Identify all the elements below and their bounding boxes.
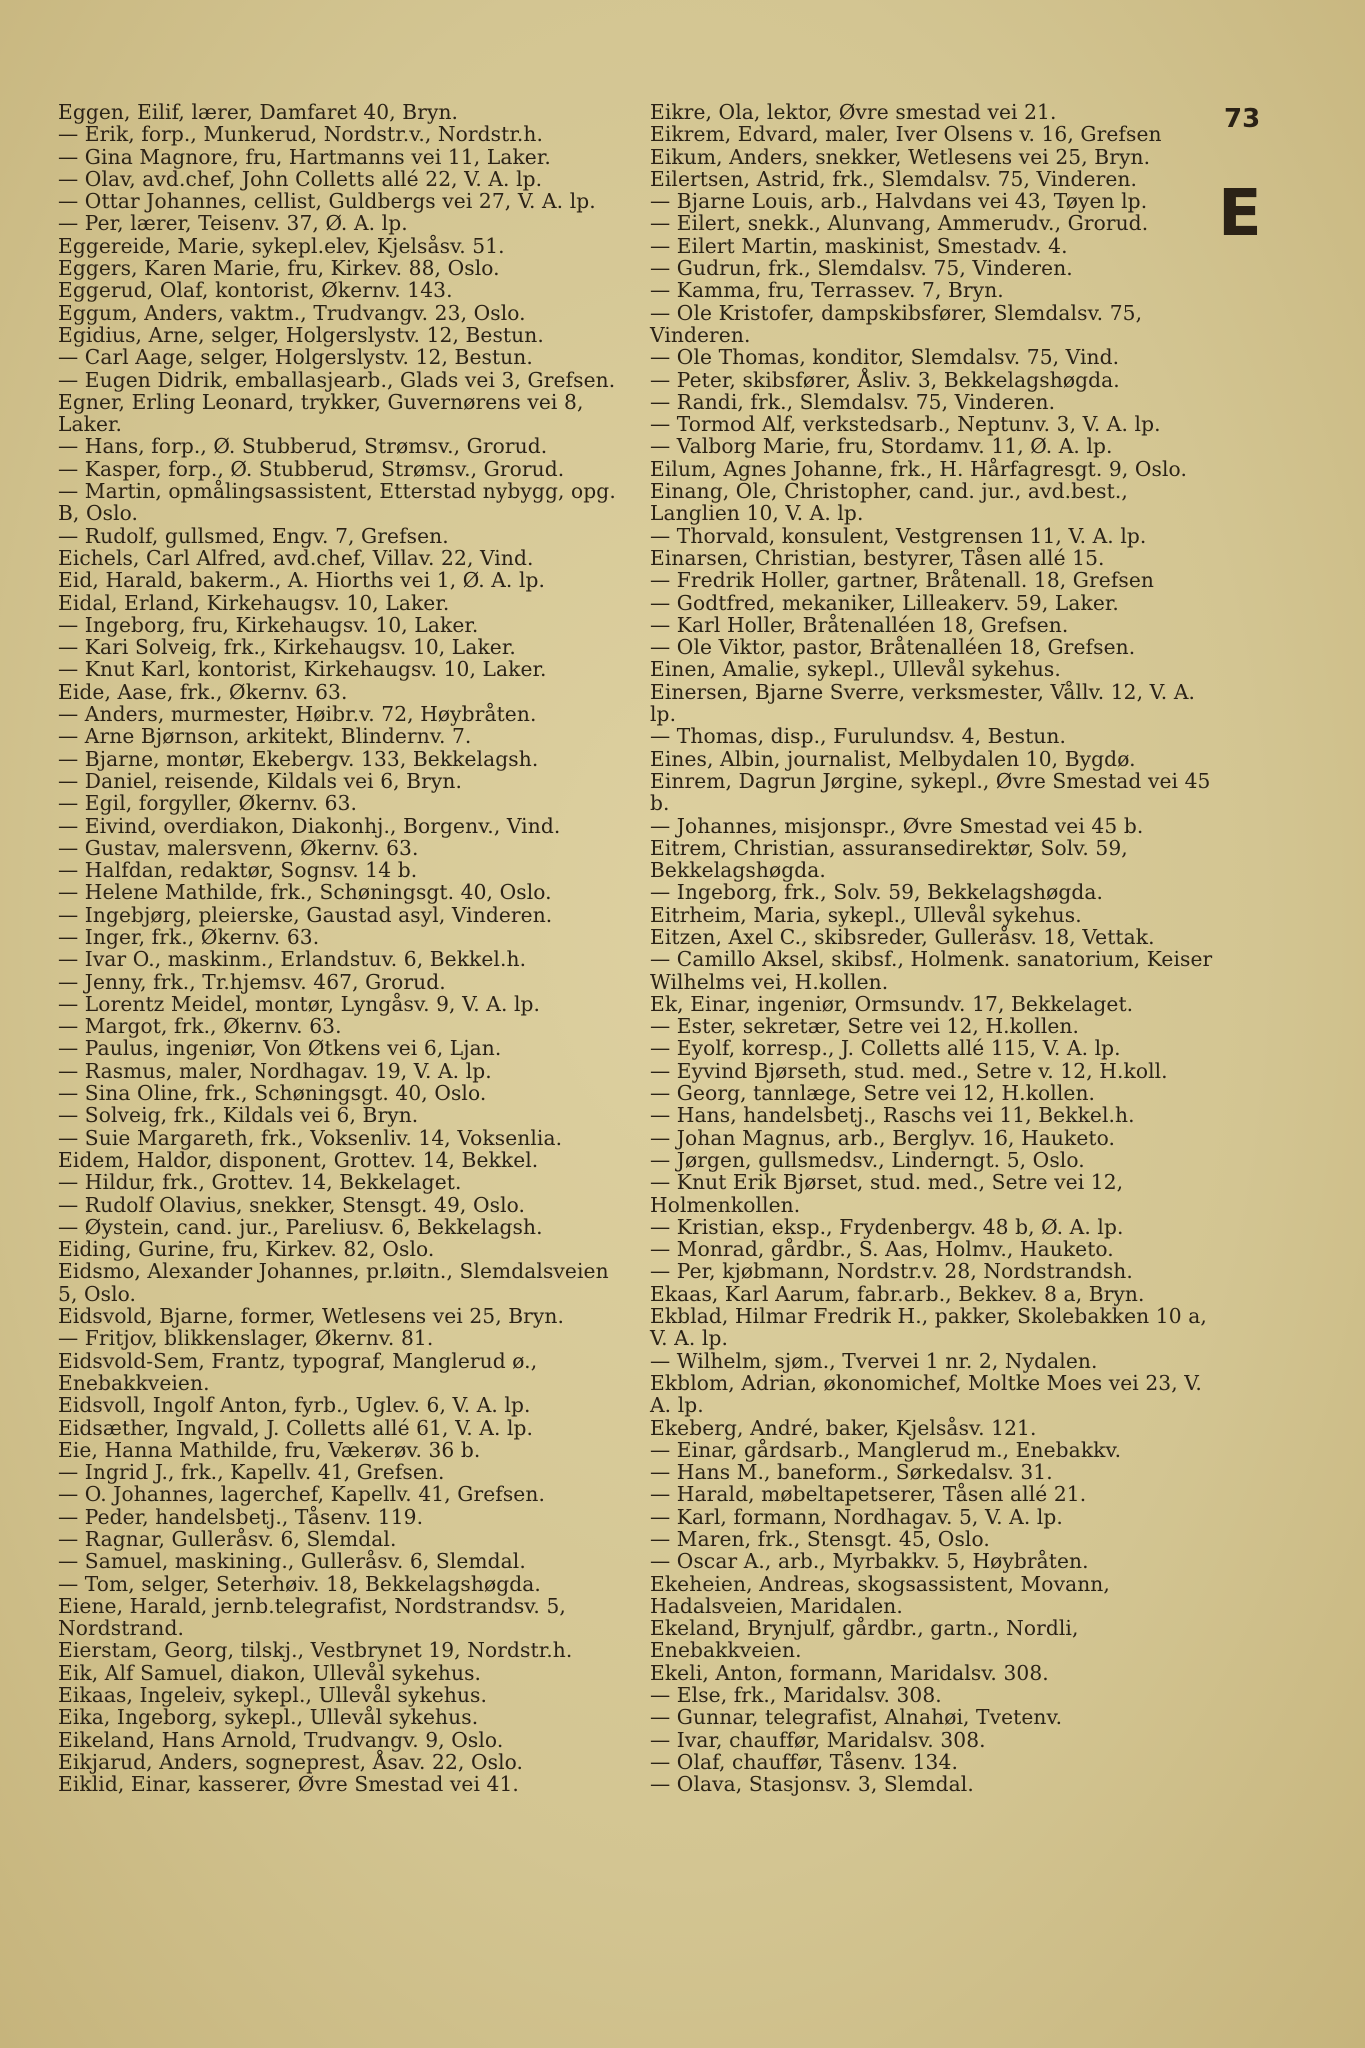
directory-entry: — Ingebjørg, pleierske, Gaustad asyl, Vinderen. <box>58 902 553 927</box>
directory-entry: — Valborg Marie, fru, Stordamv. 11, Ø. A. lp. <box>650 434 1113 459</box>
directory-entry: — Carl Aage, selger, Holgerslystv. 12, Bestun. <box>58 345 533 370</box>
directory-entry: Ek, Einar, ingeniør, Ormsundv. 17, Bekkelaget. <box>650 991 1134 1016</box>
directory-entry: — Tom, selger, Seterhøiv. 18, Bekkelagshøgda. <box>58 1571 541 1596</box>
directory-entry: — Ester, sekretær, Setre vei 12, H.kollen. <box>650 1014 1080 1039</box>
directory-entry: — Per, lærer, Teisenv. 37, Ø. A. lp. <box>58 211 408 236</box>
directory-entry: — Eugen Didrik, emballasjearb., Glads vei 3, Grefsen. <box>58 367 616 392</box>
directory-entry: — Rudolf, gullsmed, Engv. 7, Grefsen. <box>58 523 449 548</box>
directory-entry: — Eyolf, korresp., J. Colletts allé 115, V. A. lp. <box>650 1036 1121 1061</box>
directory-entry: Eilum, Agnes Johanne, frk., H. Hårfagresgt. 9, Oslo. <box>650 456 1187 481</box>
right-column <box>650 101 1216 1796</box>
directory-entry: Ekblom, Adrian, økonomichef, Moltke Moes vei 23, V. A. lp. <box>650 1370 1202 1418</box>
directory-entry: — Ole Thomas, konditor, Slemdalsv. 75, Vind. <box>650 345 1120 370</box>
directory-entry: — Einar, gårdsarb., Manglerud m., Enebakkv. <box>650 1437 1122 1462</box>
directory-entry: Egner, Erling Leonard, trykker, Guvernørens vei 8, Laker. <box>58 389 584 437</box>
directory-entry: Eika, Ingeborg, sykepl., Ullevål sykehus. <box>58 1705 479 1730</box>
directory-entry: — Egil, forgyller, Økernv. 63. <box>58 791 358 816</box>
directory-entry: — Monrad, gårdbr., S. Aas, Holmv., Hauketo. <box>650 1237 1114 1262</box>
directory-entry: — Harald, møbeltapetserer, Tåsen allé 21. <box>650 1482 1087 1507</box>
directory-entry: Eggereide, Marie, sykepl.elev, Kjelsåsv. 51. <box>58 233 505 258</box>
directory-entry: — Ragnar, Gulleråsv. 6, Slemdal. <box>58 1527 397 1551</box>
directory-entry: — Margot, frk., Økernv. 63. <box>58 1014 342 1039</box>
directory-entry: — Thorvald, konsulent, Vestgrensen 11, V. A. lp. <box>650 523 1147 548</box>
directory-entry: Eitzen, Axel C., skibsreder, Gulleråsv. 18, Vettak. <box>650 924 1155 949</box>
directory-entry: Eikum, Anders, snekker, Wetlesens vei 25, Bryn. <box>650 144 1151 169</box>
directory-entry: Eikeland, Hans Arnold, Trudvangv. 9, Oslo. <box>58 1727 504 1752</box>
directory-entry: — Ole Viktor, pastor, Bråtenalléen 18, Grefsen. <box>650 635 1136 660</box>
directory-entry: — Godtfred, mekaniker, Lilleakerv. 59, Laker. <box>650 590 1119 615</box>
directory-entry: Eidal, Erland, Kirkehaugsv. 10, Laker. <box>58 590 450 615</box>
directory-entry: Einang, Ole, Christopher, cand. jur., avd.best., Langlien 10, V. A. lp. <box>650 479 1128 526</box>
directory-entry: — Solveig, frk., Kildals vei 6, Bryn. <box>58 1103 419 1128</box>
directory-entry: Ekeberg, André, baker, Kjelsåsv. 121. <box>650 1415 1037 1440</box>
directory-entry: — Peder, handelsbetj., Tåsenv. 119. <box>58 1504 424 1529</box>
directory-entry: Einrem, Dagrun Jørgine, sykepl., Øvre Smestad vei 45 b. <box>650 768 1211 816</box>
directory-entry: Eikrem, Edvard, maler, Iver Olsens v. 16, Grefsen <box>650 122 1162 147</box>
left-column <box>58 101 618 1796</box>
directory-entry: Eggum, Anders, vaktm., Trudvangv. 23, Oslo. <box>58 300 526 325</box>
directory-entry: — Anders, murmester, Høibr.v. 72, Høybråten. <box>58 702 537 727</box>
directory-entry: Eikre, Ola, lektor, Øvre smestad vei 21. <box>650 100 1057 124</box>
directory-entry: — Gunnar, telegrafist, Alnahøi, Tvetenv. <box>650 1705 1063 1730</box>
directory-entry: Eidsvold-Sem, Frantz, typograf, Manglerud ø., Enebakkveien. <box>58 1348 538 1395</box>
directory-entry: — Hans M., baneform., Sørkedalsv. 31. <box>650 1460 1053 1485</box>
directory-entry: — Rudolf Olavius, snekker, Stensgt. 49, Oslo. <box>58 1192 526 1217</box>
page-number: 73 <box>1224 104 1261 134</box>
directory-entry: — Gina Magnore, fru, Hartmanns vei 11, Laker. <box>58 144 551 169</box>
directory-entry: Eilertsen, Astrid, frk., Slemdalsv. 75, Vinderen. <box>650 166 1138 191</box>
directory-entry: Eid, Harald, bakerm., A. Hiorths vei 1, Ø. A. lp. <box>58 568 546 593</box>
directory-entry: — Halfdan, redaktør, Sognsv. 14 b. <box>58 858 418 883</box>
directory-entry: — Ivar, chauffør, Maridalsv. 308. <box>650 1727 986 1752</box>
directory-entry: — Eivind, overdiakon, Diakonhj., Borgenv., Vind. <box>58 813 561 838</box>
directory-entry: — Oscar A., arb., Myrbakkv. 5, Høybråten. <box>650 1549 1089 1574</box>
directory-entry: Einersen, Bjarne Sverre, verksmester, Vållv. 12, V. A. lp. <box>650 679 1196 727</box>
directory-entry: — Karl, formann, Nordhagav. 5, V. A. lp. <box>650 1504 1063 1529</box>
directory-entry: — Thomas, disp., Furulundsv. 4, Bestun. <box>650 724 1067 749</box>
directory-entry: — Olaf, chauffør, Tåsenv. 134. <box>650 1749 958 1774</box>
directory-entry: — Lorentz Meidel, montør, Lyngåsv. 9, V. A. lp. <box>58 991 541 1016</box>
directory-entry: — Wilhelm, sjøm., Tvervei 1 nr. 2, Nydalen. <box>650 1348 1098 1373</box>
directory-entry: Einen, Amalie, sykepl., Ullevål sykehus. <box>650 657 1061 682</box>
directory-entry: — Georg, tannlæge, Setre vei 12, H.kollen. <box>650 1081 1096 1106</box>
directory-entry: — Helene Mathilde, frk., Schøningsgt. 40, Oslo. <box>58 880 552 905</box>
directory-entry: — Karl Holler, Bråtenalléen 18, Grefsen. <box>650 612 1069 637</box>
directory-entry: — Ivar O., maskinm., Erlandstuv. 6, Bekkel.h. <box>58 947 527 972</box>
directory-entry: — Sina Oline, frk., Schøningsgt. 40, Oslo. <box>58 1081 487 1106</box>
directory-entry: Einarsen, Christian, bestyrer, Tåsen allé 15. <box>650 545 1105 570</box>
directory-entry: — O. Johannes, lagerchef, Kapellv. 41, Grefsen. <box>58 1482 545 1507</box>
directory-entry: — Suie Margareth, frk., Voksenliv. 14, Voksenlia. <box>58 1125 563 1150</box>
directory-entry: — Ottar Johannes, cellist, Guldbergs vei 27, V. A. lp. <box>58 189 596 214</box>
directory-entry: — Bjarne Louis, arb., Halvdans vei 43, Tøyen lp. <box>650 189 1148 214</box>
directory-entry: Eitrheim, Maria, sykepl., Ullevål sykehus. <box>650 902 1082 927</box>
directory-entry: — Bjarne, montør, Ekebergv. 133, Bekkelagsh. <box>58 746 539 771</box>
directory-entry: Ekeli, Anton, formann, Maridalsv. 308. <box>650 1660 1049 1685</box>
directory-entry: — Samuel, maskining., Gulleråsv. 6, Slemdal. <box>58 1549 526 1574</box>
directory-entry: — Martin, opmålingsassistent, Etterstad nybygg, opg. B, Oslo. <box>58 479 616 526</box>
directory-entry: — Ingeborg, frk., Solv. 59, Bekkelagshøgda. <box>650 880 1104 905</box>
directory-entry: — Kasper, forp., Ø. Stubberud, Strømsv., Grorud. <box>58 456 565 481</box>
directory-entry: Eie, Hanna Mathilde, fru, Vækerøv. 36 b. <box>58 1437 481 1462</box>
directory-entry: — Maren, frk., Stensgt. 45, Oslo. <box>650 1527 990 1551</box>
directory-entry: — Olav, avd.chef, John Colletts allé 22, V. A. lp. <box>58 166 543 191</box>
directory-entry: Eiklid, Einar, kasserer, Øvre Smestad vei 41. <box>58 1772 519 1797</box>
directory-entry: Eik, Alf Samuel, diakon, Ullevål sykehus. <box>58 1660 482 1685</box>
directory-entry: — Kari Solveig, frk., Kirkehaugsv. 10, Laker. <box>58 635 516 660</box>
section-letter: E <box>1218 177 1262 251</box>
directory-entry: — Knut Karl, kontorist, Kirkehaugsv. 10, Laker. <box>58 657 547 682</box>
directory-entry: Eidem, Haldor, disponent, Grottev. 14, Bekkel. <box>58 1147 539 1172</box>
directory-entry: Eidsmo, Alexander Johannes, pr.løitn., Slemdalsveien 5, Oslo. <box>58 1259 609 1306</box>
directory-entry: Eikjarud, Anders, sogneprest, Åsav. 22, Oslo. <box>58 1749 524 1774</box>
directory-entry: — Camillo Aksel, skibsf., Holmenk. sanatorium, Keiser Wilhelms vei, H.kollen. <box>650 947 1213 994</box>
directory-entry: — Knut Erik Bjørset, stud. med., Setre vei 12, Holmenkollen. <box>650 1170 1124 1217</box>
directory-entry: — Hans, forp., Ø. Stubberud, Strømsv., Grorud. <box>58 434 548 459</box>
directory-entry: Eggerud, Olaf, kontorist, Økernv. 143. <box>58 278 453 303</box>
directory-entry: — Eilert Martin, maskinist, Smestadv. 4. <box>650 233 1068 258</box>
directory-entry: Eiding, Gurine, fru, Kirkev. 82, Oslo. <box>58 1237 435 1262</box>
directory-entry: — Øystein, cand. jur., Pareliusv. 6, Bekkelagsh. <box>58 1214 543 1239</box>
directory-entry: — Erik, forp., Munkerud, Nordstr.v., Nordstr.h. <box>58 122 544 147</box>
directory-entry: Eikaas, Ingeleiv, sykepl., Ullevål sykehus. <box>58 1683 488 1708</box>
directory-entry: — Fritjov, blikkenslager, Økernv. 81. <box>58 1326 434 1351</box>
directory-entry: Ekeheien, Andreas, skogsassistent, Movann, Hadalsveien, Maridalen. <box>650 1571 1110 1618</box>
directory-entry: — Ingrid J., frk., Kapellv. 41, Grefsen. <box>58 1460 445 1485</box>
directory-entry: — Rasmus, maler, Nordhagav. 19, V. A. lp. <box>58 1058 492 1083</box>
directory-entry: Eggers, Karen Marie, fru, Kirkev. 88, Oslo. <box>58 256 500 281</box>
directory-entry: — Else, frk., Maridalsv. 308. <box>650 1683 942 1708</box>
directory-entry: Egidius, Arne, selger, Holgerslystv. 12, Bestun. <box>58 322 544 347</box>
directory-entry: — Inger, frk., Økernv. 63. <box>58 924 320 949</box>
directory-entry: — Gudrun, frk., Slemdalsv. 75, Vinderen. <box>650 256 1073 281</box>
directory-entry: Eide, Aase, frk., Økernv. 63. <box>58 679 348 704</box>
directory-entry: — Olava, Stasjonsv. 3, Slemdal. <box>650 1772 974 1797</box>
directory-entry: Ekeland, Brynjulf, gårdbr., gartn., Nordli, Enebakkveien. <box>650 1616 1079 1663</box>
directory-entry: — Eyvind Bjørseth, stud. med., Setre v. 12, H.koll. <box>650 1058 1168 1083</box>
directory-entry: — Kristian, eksp., Frydenbergv. 48 b, Ø. A. lp. <box>650 1214 1124 1239</box>
directory-entry: Eines, Albin, journalist, Melbydalen 10, Bygdø. <box>650 746 1136 771</box>
directory-entry: Eitrem, Christian, assuransedirektør, Solv. 59, Bekkelagshøgda. <box>650 835 1128 883</box>
directory-entry: — Ole Kristofer, dampskibsfører, Slemdalsv. 75, Vinderen. <box>650 300 1143 347</box>
directory-entry: Ekblad, Hilmar Fredrik H., pakker, Skolebakken 10 a, V. A. lp. <box>650 1304 1207 1351</box>
directory-entry: — Hildur, frk., Grottev. 14, Bekkelaget. <box>58 1170 462 1195</box>
directory-entry: — Fredrik Holler, gartner, Bråtenall. 18, Grefsen <box>650 568 1154 593</box>
directory-entry: — Paulus, ingeniør, Von Øtkens vei 6, Ljan. <box>58 1036 502 1061</box>
directory-entry: Ekaas, Karl Aarum, fabr.arb., Bekkev. 8 a, Bryn. <box>650 1281 1145 1306</box>
directory-entry: — Jenny, frk., Tr.hjemsv. 467, Grorud. <box>58 969 446 994</box>
directory-entry: — Johannes, misjonspr., Øvre Smestad vei 45 b. <box>650 813 1144 838</box>
directory-entry: Eggen, Eilif, lærer, Damfaret 40, Bryn. <box>58 100 459 124</box>
directory-entry: — Arne Bjørnson, arkitekt, Blindernv. 7. <box>58 724 472 749</box>
directory-entry: — Tormod Alf, verkstedsarb., Neptunv. 3, V. A. lp. <box>650 412 1161 437</box>
directory-entry: — Hans, handelsbetj., Raschs vei 11, Bekkel.h. <box>650 1103 1135 1128</box>
directory-entry: Eierstam, Georg, tilskj., Vestbrynet 19, Nordstr.h. <box>58 1638 573 1663</box>
directory-entry: — Gustav, malersvenn, Økernv. 63. <box>58 835 419 860</box>
directory-entry: — Randi, frk., Slemdalsv. 75, Vinderen. <box>650 389 1056 414</box>
directory-entry: — Johan Magnus, arb., Berglyv. 16, Hauketo. <box>650 1125 1116 1150</box>
directory-entry: Eidsæther, Ingvald, J. Colletts allé 61, V. A. lp. <box>58 1415 534 1440</box>
directory-entry: — Per, kjøbmann, Nordstr.v. 28, Nordstrandsh. <box>650 1259 1133 1284</box>
directory-entry: — Daniel, reisende, Kildals vei 6, Bryn. <box>58 768 462 793</box>
directory-entry: Eidsvoll, Ingolf Anton, fyrb., Uglev. 6, V. A. lp. <box>58 1393 531 1418</box>
directory-entry: — Peter, skibsfører, Åsliv. 3, Bekkelagshøgda. <box>650 367 1120 392</box>
directory-entry: — Ingeborg, fru, Kirkehaugsv. 10, Laker. <box>58 612 479 637</box>
directory-entry: Eiene, Harald, jernb.telegrafist, Nordstrandsv. 5, Nordstrand. <box>58 1593 566 1641</box>
directory-entry: — Jørgen, gullsmedsv., Linderngt. 5, Oslo. <box>650 1147 1085 1172</box>
directory-entry: — Kamma, fru, Terrassev. 7, Bryn. <box>650 278 1004 303</box>
directory-entry: — Eilert, snekk., Alunvang, Ammerudv., Grorud. <box>650 211 1149 236</box>
directory-entry: Eidsvold, Bjarne, former, Wetlesens vei 25, Bryn. <box>58 1304 565 1329</box>
directory-entry: Eichels, Carl Alfred, avd.chef, Villav. 22, Vind. <box>58 545 534 570</box>
